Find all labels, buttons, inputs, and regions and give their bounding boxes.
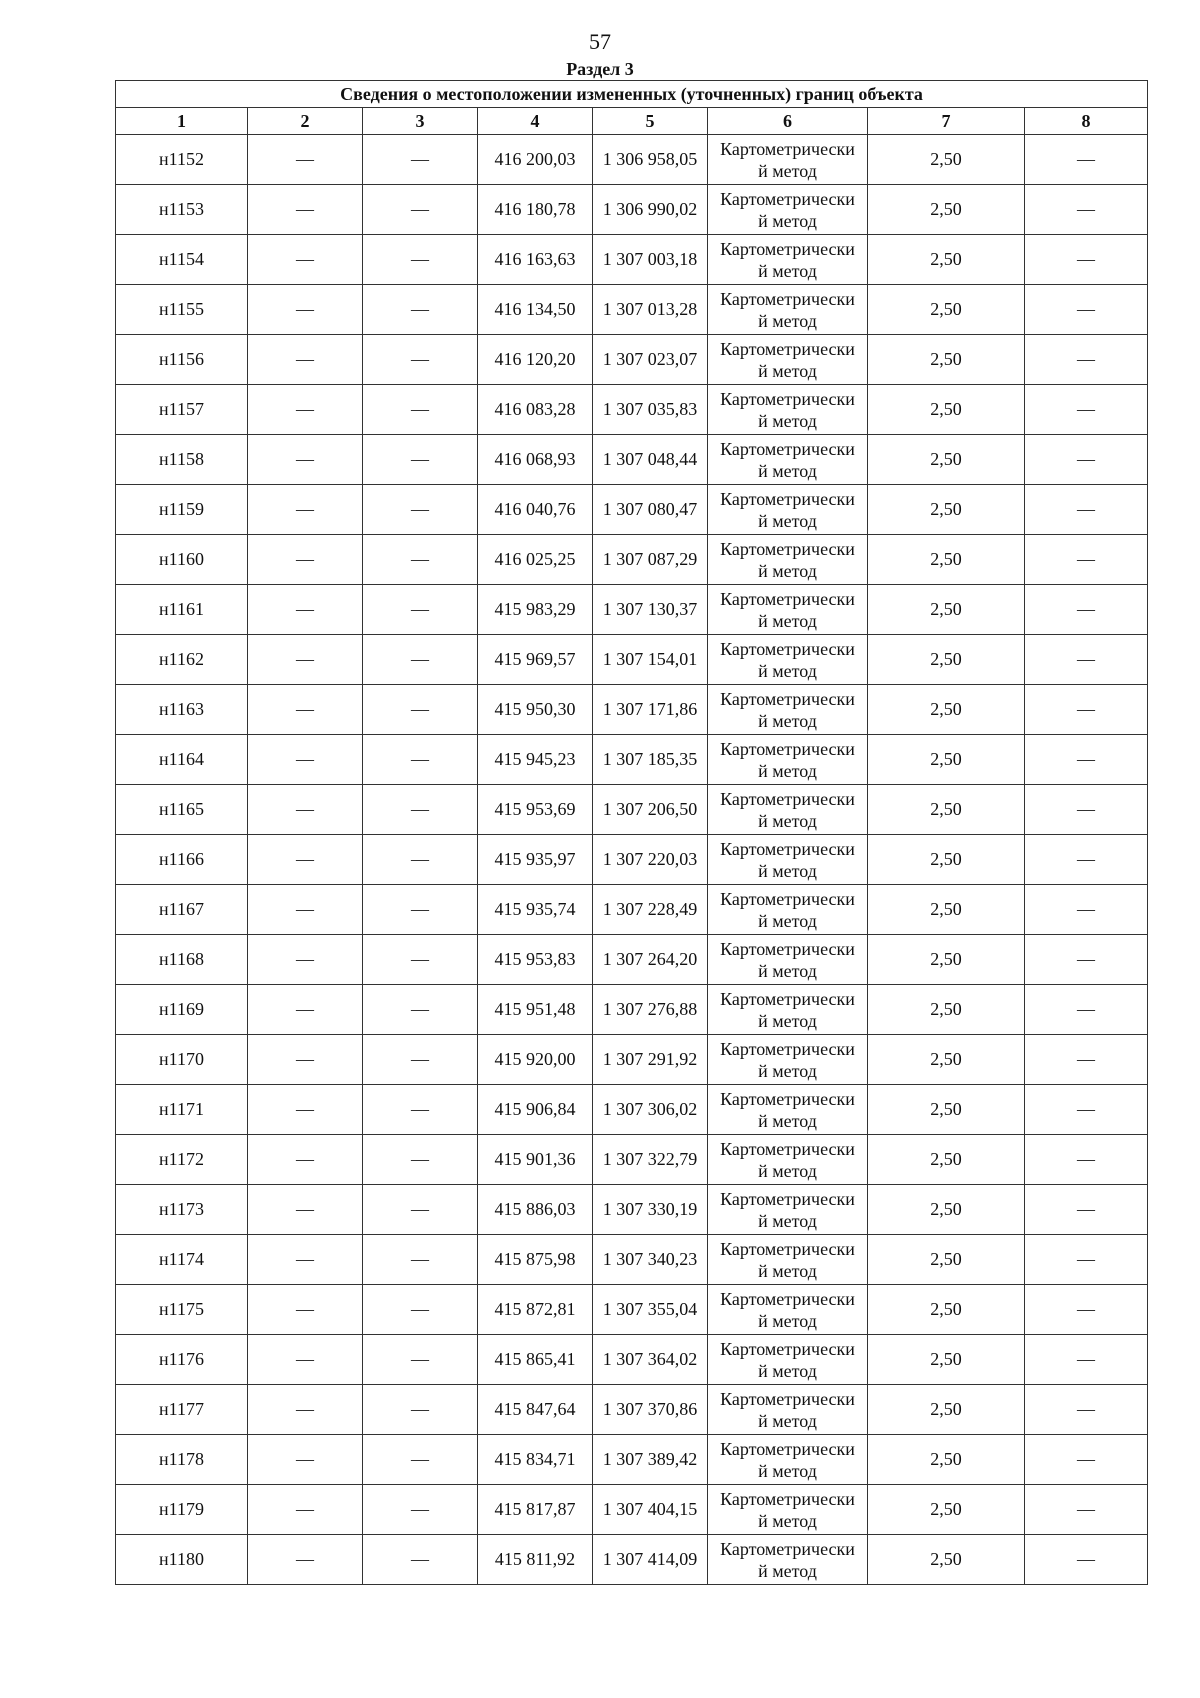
column-8-cell: — — [1025, 1535, 1148, 1585]
x-coordinate-cell: 415 886,03 — [478, 1185, 593, 1235]
y-coordinate-cell: 1 307 171,86 — [593, 685, 708, 735]
y-coordinate-cell: 1 307 048,44 — [593, 435, 708, 485]
point-cell: н1176 — [116, 1335, 248, 1385]
y-coordinate-cell: 1 307 130,37 — [593, 585, 708, 635]
y-coordinate-cell: 1 307 264,20 — [593, 935, 708, 985]
y-coordinate-cell: 1 307 154,01 — [593, 635, 708, 685]
column-2-cell: — — [248, 1385, 363, 1435]
column-8-cell: — — [1025, 435, 1148, 485]
column-2-cell: — — [248, 135, 363, 185]
x-coordinate-cell: 415 865,41 — [478, 1335, 593, 1385]
accuracy-cell: 2,50 — [868, 435, 1025, 485]
column-8-cell: — — [1025, 285, 1148, 335]
column-number-7: 7 — [868, 108, 1025, 135]
column-2-cell: — — [248, 1285, 363, 1335]
column-2-cell: — — [248, 385, 363, 435]
point-cell: н1164 — [116, 735, 248, 785]
point-cell: н1158 — [116, 435, 248, 485]
x-coordinate-cell: 415 945,23 — [478, 735, 593, 785]
column-8-cell: — — [1025, 785, 1148, 835]
column-3-cell: — — [363, 485, 478, 535]
x-coordinate-cell: 415 875,98 — [478, 1235, 593, 1285]
table-row — [116, 1185, 1148, 1235]
point-cell: н1177 — [116, 1385, 248, 1435]
accuracy-cell: 2,50 — [868, 585, 1025, 635]
column-number-row — [116, 108, 1148, 135]
accuracy-cell: 2,50 — [868, 1235, 1025, 1285]
x-coordinate-cell: 415 935,97 — [478, 835, 593, 885]
method-cell: Картометрически й метод — [708, 885, 868, 935]
method-cell: Картометрически й метод — [708, 1135, 868, 1185]
x-coordinate-cell: 415 950,30 — [478, 685, 593, 735]
column-3-cell: — — [363, 1035, 478, 1085]
accuracy-cell: 2,50 — [868, 185, 1025, 235]
column-8-cell: — — [1025, 985, 1148, 1035]
column-3-cell: — — [363, 1535, 478, 1585]
column-2-cell: — — [248, 235, 363, 285]
method-cell: Картометрически й метод — [708, 185, 868, 235]
table-row — [116, 1385, 1148, 1435]
column-8-cell: — — [1025, 1035, 1148, 1085]
column-8-cell: — — [1025, 1385, 1148, 1435]
y-coordinate-cell: 1 307 276,88 — [593, 985, 708, 1035]
column-2-cell: — — [248, 985, 363, 1035]
x-coordinate-cell: 415 953,83 — [478, 935, 593, 985]
table-row — [116, 485, 1148, 535]
column-3-cell: — — [363, 1485, 478, 1535]
column-2-cell: — — [248, 1085, 363, 1135]
column-number-1: 1 — [116, 108, 248, 135]
method-cell: Картометрически й метод — [708, 485, 868, 535]
accuracy-cell: 2,50 — [868, 985, 1025, 1035]
column-3-cell: — — [363, 885, 478, 935]
point-cell: н1152 — [116, 135, 248, 185]
x-coordinate-cell: 416 040,76 — [478, 485, 593, 535]
accuracy-cell: 2,50 — [868, 1435, 1025, 1485]
table-row — [116, 735, 1148, 785]
method-cell: Картометрически й метод — [708, 1285, 868, 1335]
column-2-cell: — — [248, 635, 363, 685]
column-2-cell: — — [248, 785, 363, 835]
x-coordinate-cell: 415 906,84 — [478, 1085, 593, 1135]
accuracy-cell: 2,50 — [868, 1085, 1025, 1135]
method-cell: Картометрически й метод — [708, 1485, 868, 1535]
column-2-cell: — — [248, 1185, 363, 1235]
point-cell: н1174 — [116, 1235, 248, 1285]
point-cell: н1162 — [116, 635, 248, 685]
y-coordinate-cell: 1 306 990,02 — [593, 185, 708, 235]
coordinates-table — [115, 80, 1148, 1585]
point-cell: н1154 — [116, 235, 248, 285]
x-coordinate-cell: 415 834,71 — [478, 1435, 593, 1485]
column-8-cell: — — [1025, 135, 1148, 185]
method-cell: Картометрически й метод — [708, 1085, 868, 1135]
column-2-cell: — — [248, 1035, 363, 1085]
accuracy-cell: 2,50 — [868, 1035, 1025, 1085]
column-8-cell: — — [1025, 1335, 1148, 1385]
column-3-cell: — — [363, 385, 478, 435]
column-3-cell: — — [363, 585, 478, 635]
method-cell: Картометрически й метод — [708, 785, 868, 835]
point-cell: н1179 — [116, 1485, 248, 1535]
method-cell: Картометрически й метод — [708, 335, 868, 385]
column-3-cell: — — [363, 335, 478, 385]
x-coordinate-cell: 415 901,36 — [478, 1135, 593, 1185]
accuracy-cell: 2,50 — [868, 835, 1025, 885]
method-cell: Картометрически й метод — [708, 1385, 868, 1435]
y-coordinate-cell: 1 307 087,29 — [593, 535, 708, 585]
table-row — [116, 935, 1148, 985]
accuracy-cell: 2,50 — [868, 935, 1025, 985]
column-3-cell: — — [363, 1235, 478, 1285]
y-coordinate-cell: 1 307 389,42 — [593, 1435, 708, 1485]
method-cell: Картометрически й метод — [708, 1335, 868, 1385]
point-cell: н1159 — [116, 485, 248, 535]
point-cell: н1161 — [116, 585, 248, 635]
table-row — [116, 585, 1148, 635]
column-3-cell: — — [363, 185, 478, 235]
column-8-cell: — — [1025, 735, 1148, 785]
x-coordinate-cell: 416 068,93 — [478, 435, 593, 485]
column-3-cell: — — [363, 685, 478, 735]
accuracy-cell: 2,50 — [868, 1285, 1025, 1335]
column-3-cell: — — [363, 935, 478, 985]
column-2-cell: — — [248, 335, 363, 385]
column-8-cell: — — [1025, 235, 1148, 285]
table-row — [116, 885, 1148, 935]
y-coordinate-cell: 1 307 013,28 — [593, 285, 708, 335]
column-8-cell: — — [1025, 1185, 1148, 1235]
table-row — [116, 835, 1148, 885]
x-coordinate-cell: 415 953,69 — [478, 785, 593, 835]
column-3-cell: — — [363, 135, 478, 185]
y-coordinate-cell: 1 307 185,35 — [593, 735, 708, 785]
point-cell: н1163 — [116, 685, 248, 735]
x-coordinate-cell: 415 920,00 — [478, 1035, 593, 1085]
column-2-cell: — — [248, 1235, 363, 1285]
y-coordinate-cell: 1 307 220,03 — [593, 835, 708, 885]
column-number-8: 8 — [1025, 108, 1148, 135]
column-8-cell: — — [1025, 1135, 1148, 1185]
column-2-cell: — — [248, 1335, 363, 1385]
column-3-cell: — — [363, 435, 478, 485]
method-cell: Картометрически й метод — [708, 385, 868, 435]
table-row — [116, 385, 1148, 435]
column-8-cell: — — [1025, 635, 1148, 685]
x-coordinate-cell: 416 134,50 — [478, 285, 593, 335]
accuracy-cell: 2,50 — [868, 335, 1025, 385]
point-cell: н1165 — [116, 785, 248, 835]
table-row — [116, 235, 1148, 285]
point-cell: н1156 — [116, 335, 248, 385]
column-3-cell: — — [363, 785, 478, 835]
column-8-cell: — — [1025, 1435, 1148, 1485]
column-2-cell: — — [248, 935, 363, 985]
table-row — [116, 435, 1148, 485]
table-row — [116, 1085, 1148, 1135]
method-cell: Картометрически й метод — [708, 135, 868, 185]
column-3-cell: — — [363, 635, 478, 685]
table-caption: Сведения о местоположении измененных (уточненных) границ объекта — [116, 81, 1148, 108]
table-body — [116, 135, 1148, 1585]
point-cell: н1169 — [116, 985, 248, 1035]
accuracy-cell: 2,50 — [868, 1185, 1025, 1235]
column-2-cell: — — [248, 435, 363, 485]
column-3-cell: — — [363, 535, 478, 585]
method-cell: Картометрически й метод — [708, 1185, 868, 1235]
column-3-cell: — — [363, 235, 478, 285]
x-coordinate-cell: 415 817,87 — [478, 1485, 593, 1535]
column-2-cell: — — [248, 735, 363, 785]
column-3-cell: — — [363, 1435, 478, 1485]
table-row — [116, 1035, 1148, 1085]
accuracy-cell: 2,50 — [868, 1385, 1025, 1435]
table-row — [116, 1435, 1148, 1485]
table-row — [116, 285, 1148, 335]
column-8-cell: — — [1025, 585, 1148, 635]
x-coordinate-cell: 415 811,92 — [478, 1535, 593, 1585]
column-8-cell: — — [1025, 1235, 1148, 1285]
point-cell: н1178 — [116, 1435, 248, 1485]
y-coordinate-cell: 1 307 080,47 — [593, 485, 708, 535]
method-cell: Картометрически й метод — [708, 735, 868, 785]
column-8-cell: — — [1025, 685, 1148, 735]
accuracy-cell: 2,50 — [868, 785, 1025, 835]
column-3-cell: — — [363, 735, 478, 785]
y-coordinate-cell: 1 307 340,23 — [593, 1235, 708, 1285]
x-coordinate-cell: 415 951,48 — [478, 985, 593, 1035]
y-coordinate-cell: 1 306 958,05 — [593, 135, 708, 185]
column-3-cell: — — [363, 1085, 478, 1135]
column-2-cell: — — [248, 835, 363, 885]
accuracy-cell: 2,50 — [868, 735, 1025, 785]
method-cell: Картометрически й метод — [708, 585, 868, 635]
x-coordinate-cell: 415 847,64 — [478, 1385, 593, 1435]
y-coordinate-cell: 1 307 228,49 — [593, 885, 708, 935]
y-coordinate-cell: 1 307 414,09 — [593, 1535, 708, 1585]
point-cell: н1171 — [116, 1085, 248, 1135]
table-row — [116, 1135, 1148, 1185]
accuracy-cell: 2,50 — [868, 635, 1025, 685]
column-8-cell: — — [1025, 335, 1148, 385]
column-2-cell: — — [248, 535, 363, 585]
accuracy-cell: 2,50 — [868, 1535, 1025, 1585]
point-cell: н1180 — [116, 1535, 248, 1585]
table-row — [116, 1235, 1148, 1285]
y-coordinate-cell: 1 307 370,86 — [593, 1385, 708, 1435]
method-cell: Картометрически й метод — [708, 985, 868, 1035]
column-8-cell: — — [1025, 885, 1148, 935]
point-cell: н1167 — [116, 885, 248, 935]
accuracy-cell: 2,50 — [868, 385, 1025, 435]
method-cell: Картометрически й метод — [708, 435, 868, 485]
table-row — [116, 1335, 1148, 1385]
accuracy-cell: 2,50 — [868, 1335, 1025, 1385]
point-cell: н1160 — [116, 535, 248, 585]
method-cell: Картометрически й метод — [708, 535, 868, 585]
column-3-cell: — — [363, 1185, 478, 1235]
page-number: 57 — [589, 29, 611, 54]
point-cell: н1172 — [116, 1135, 248, 1185]
column-3-cell: — — [363, 1335, 478, 1385]
column-number-6: 6 — [708, 108, 868, 135]
x-coordinate-cell: 415 969,57 — [478, 635, 593, 685]
column-8-cell: — — [1025, 835, 1148, 885]
method-cell: Картометрически й метод — [708, 1235, 868, 1285]
column-number-4: 4 — [478, 108, 593, 135]
x-coordinate-cell: 416 200,03 — [478, 135, 593, 185]
point-cell: н1155 — [116, 285, 248, 335]
point-cell: н1168 — [116, 935, 248, 985]
accuracy-cell: 2,50 — [868, 535, 1025, 585]
column-2-cell: — — [248, 585, 363, 635]
column-8-cell: — — [1025, 535, 1148, 585]
method-cell: Картометрически й метод — [708, 635, 868, 685]
x-coordinate-cell: 416 025,25 — [478, 535, 593, 585]
column-number-2: 2 — [248, 108, 363, 135]
point-cell: н1157 — [116, 385, 248, 435]
section-title: Раздел 3 — [566, 59, 634, 79]
x-coordinate-cell: 415 872,81 — [478, 1285, 593, 1335]
table-row — [116, 135, 1148, 185]
accuracy-cell: 2,50 — [868, 235, 1025, 285]
table-row — [116, 685, 1148, 735]
y-coordinate-cell: 1 307 291,92 — [593, 1035, 708, 1085]
column-3-cell: — — [363, 1135, 478, 1185]
method-cell: Картометрически й метод — [708, 285, 868, 335]
point-cell: н1175 — [116, 1285, 248, 1335]
accuracy-cell: 2,50 — [868, 1485, 1025, 1535]
accuracy-cell: 2,50 — [868, 1135, 1025, 1185]
column-8-cell: — — [1025, 385, 1148, 435]
x-coordinate-cell: 416 180,78 — [478, 185, 593, 235]
point-cell: н1173 — [116, 1185, 248, 1235]
point-cell: н1170 — [116, 1035, 248, 1085]
column-2-cell: — — [248, 485, 363, 535]
y-coordinate-cell: 1 307 364,02 — [593, 1335, 708, 1385]
column-3-cell: — — [363, 1285, 478, 1335]
column-8-cell: — — [1025, 1285, 1148, 1335]
column-2-cell: — — [248, 885, 363, 935]
column-8-cell: — — [1025, 1085, 1148, 1135]
method-cell: Картометрически й метод — [708, 685, 868, 735]
x-coordinate-cell: 416 163,63 — [478, 235, 593, 285]
table-row — [116, 1285, 1148, 1335]
table-row — [116, 635, 1148, 685]
method-cell: Картометрически й метод — [708, 1535, 868, 1585]
accuracy-cell: 2,50 — [868, 135, 1025, 185]
point-cell: н1166 — [116, 835, 248, 885]
column-number-3: 3 — [363, 108, 478, 135]
table-row — [116, 1535, 1148, 1585]
accuracy-cell: 2,50 — [868, 685, 1025, 735]
y-coordinate-cell: 1 307 023,07 — [593, 335, 708, 385]
column-2-cell: — — [248, 1135, 363, 1185]
column-number-5: 5 — [593, 108, 708, 135]
column-3-cell: — — [363, 285, 478, 335]
method-cell: Картометрически й метод — [708, 935, 868, 985]
method-cell: Картометрически й метод — [708, 1435, 868, 1485]
method-cell: Картометрически й метод — [708, 1035, 868, 1085]
table-row — [116, 985, 1148, 1035]
method-cell: Картометрически й метод — [708, 235, 868, 285]
column-2-cell: — — [248, 1435, 363, 1485]
x-coordinate-cell: 416 120,20 — [478, 335, 593, 385]
y-coordinate-cell: 1 307 003,18 — [593, 235, 708, 285]
accuracy-cell: 2,50 — [868, 485, 1025, 535]
column-3-cell: — — [363, 985, 478, 1035]
method-cell: Картометрически й метод — [708, 835, 868, 885]
column-8-cell: — — [1025, 1485, 1148, 1535]
y-coordinate-cell: 1 307 404,15 — [593, 1485, 708, 1535]
column-3-cell: — — [363, 1385, 478, 1435]
column-3-cell: — — [363, 835, 478, 885]
point-cell: н1153 — [116, 185, 248, 235]
y-coordinate-cell: 1 307 206,50 — [593, 785, 708, 835]
y-coordinate-cell: 1 307 035,83 — [593, 385, 708, 435]
table-row — [116, 535, 1148, 585]
table-row — [116, 185, 1148, 235]
table-row — [116, 335, 1148, 385]
column-2-cell: — — [248, 1535, 363, 1585]
y-coordinate-cell: 1 307 355,04 — [593, 1285, 708, 1335]
accuracy-cell: 2,50 — [868, 285, 1025, 335]
column-2-cell: — — [248, 285, 363, 335]
x-coordinate-cell: 416 083,28 — [478, 385, 593, 435]
y-coordinate-cell: 1 307 330,19 — [593, 1185, 708, 1235]
column-8-cell: — — [1025, 935, 1148, 985]
column-2-cell: — — [248, 185, 363, 235]
column-8-cell: — — [1025, 185, 1148, 235]
column-8-cell: — — [1025, 485, 1148, 535]
column-2-cell: — — [248, 1485, 363, 1535]
x-coordinate-cell: 415 983,29 — [478, 585, 593, 635]
table-row — [116, 1485, 1148, 1535]
x-coordinate-cell: 415 935,74 — [478, 885, 593, 935]
column-2-cell: — — [248, 685, 363, 735]
y-coordinate-cell: 1 307 306,02 — [593, 1085, 708, 1135]
table-row — [116, 785, 1148, 835]
y-coordinate-cell: 1 307 322,79 — [593, 1135, 708, 1185]
accuracy-cell: 2,50 — [868, 885, 1025, 935]
